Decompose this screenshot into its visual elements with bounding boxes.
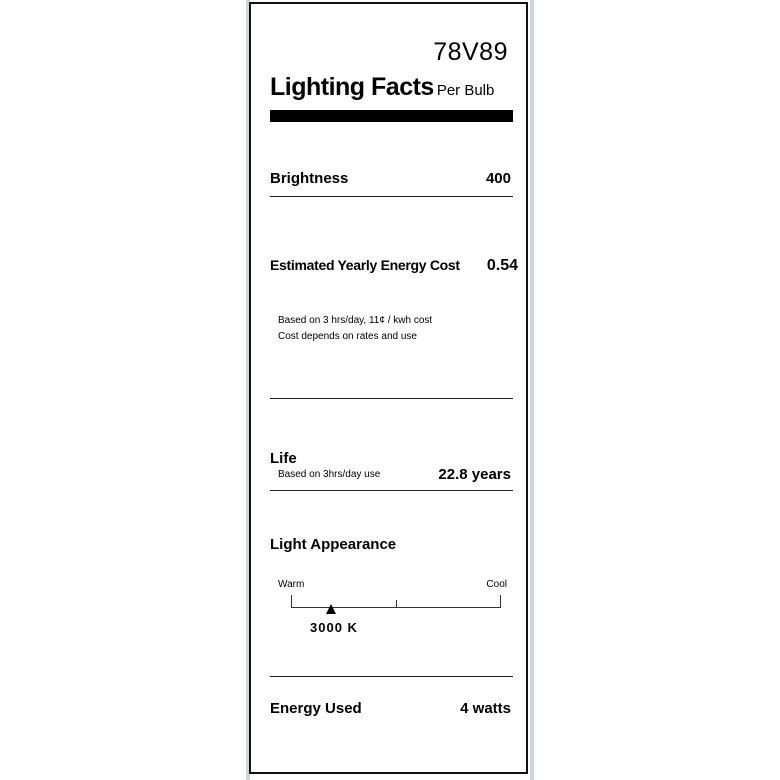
right-rail [530,0,534,780]
life-note: Based on 3hrs/day use [278,469,381,480]
brightness-value: 400 [485,170,511,187]
energy-cost-note-2: Cost depends on rates and use [278,331,417,342]
label-title-text: Lighting Facts [270,73,434,101]
scale-tick-cool [500,595,501,608]
light-appearance-divider [270,676,513,677]
color-temperature-value: 3000 K [310,620,358,635]
model-number: 78V89 [433,38,508,66]
energy-cost-note-1: Based on 3 hrs/day, 11¢ / kwh cost [278,315,433,326]
lighting-facts-label [249,2,528,774]
warm-label: Warm [278,579,305,590]
energy-used-label: Energy Used [270,700,362,717]
label-title [270,73,494,102]
color-temperature-marker-icon [326,604,336,614]
scale-tick-middle [396,600,397,608]
energy-cost-value: 0.54 [486,257,518,274]
energy-cost-divider [270,398,513,399]
brightness-divider [270,196,513,197]
brightness-label: Brightness [270,170,349,187]
scale-tick-warm [291,595,292,608]
cool-label: Cool [486,579,507,590]
label-title-suffix: Per Bulb [436,82,495,99]
energy-cost-label: Estimated Yearly Energy Cost [270,257,460,273]
life-divider [270,490,513,491]
life-label: Life [270,450,297,467]
title-divider-bar [270,110,513,122]
energy-used-value: 4 watts [460,700,511,717]
life-value: 22.8 years [438,466,511,483]
light-appearance-label: Light Appearance [270,536,397,553]
